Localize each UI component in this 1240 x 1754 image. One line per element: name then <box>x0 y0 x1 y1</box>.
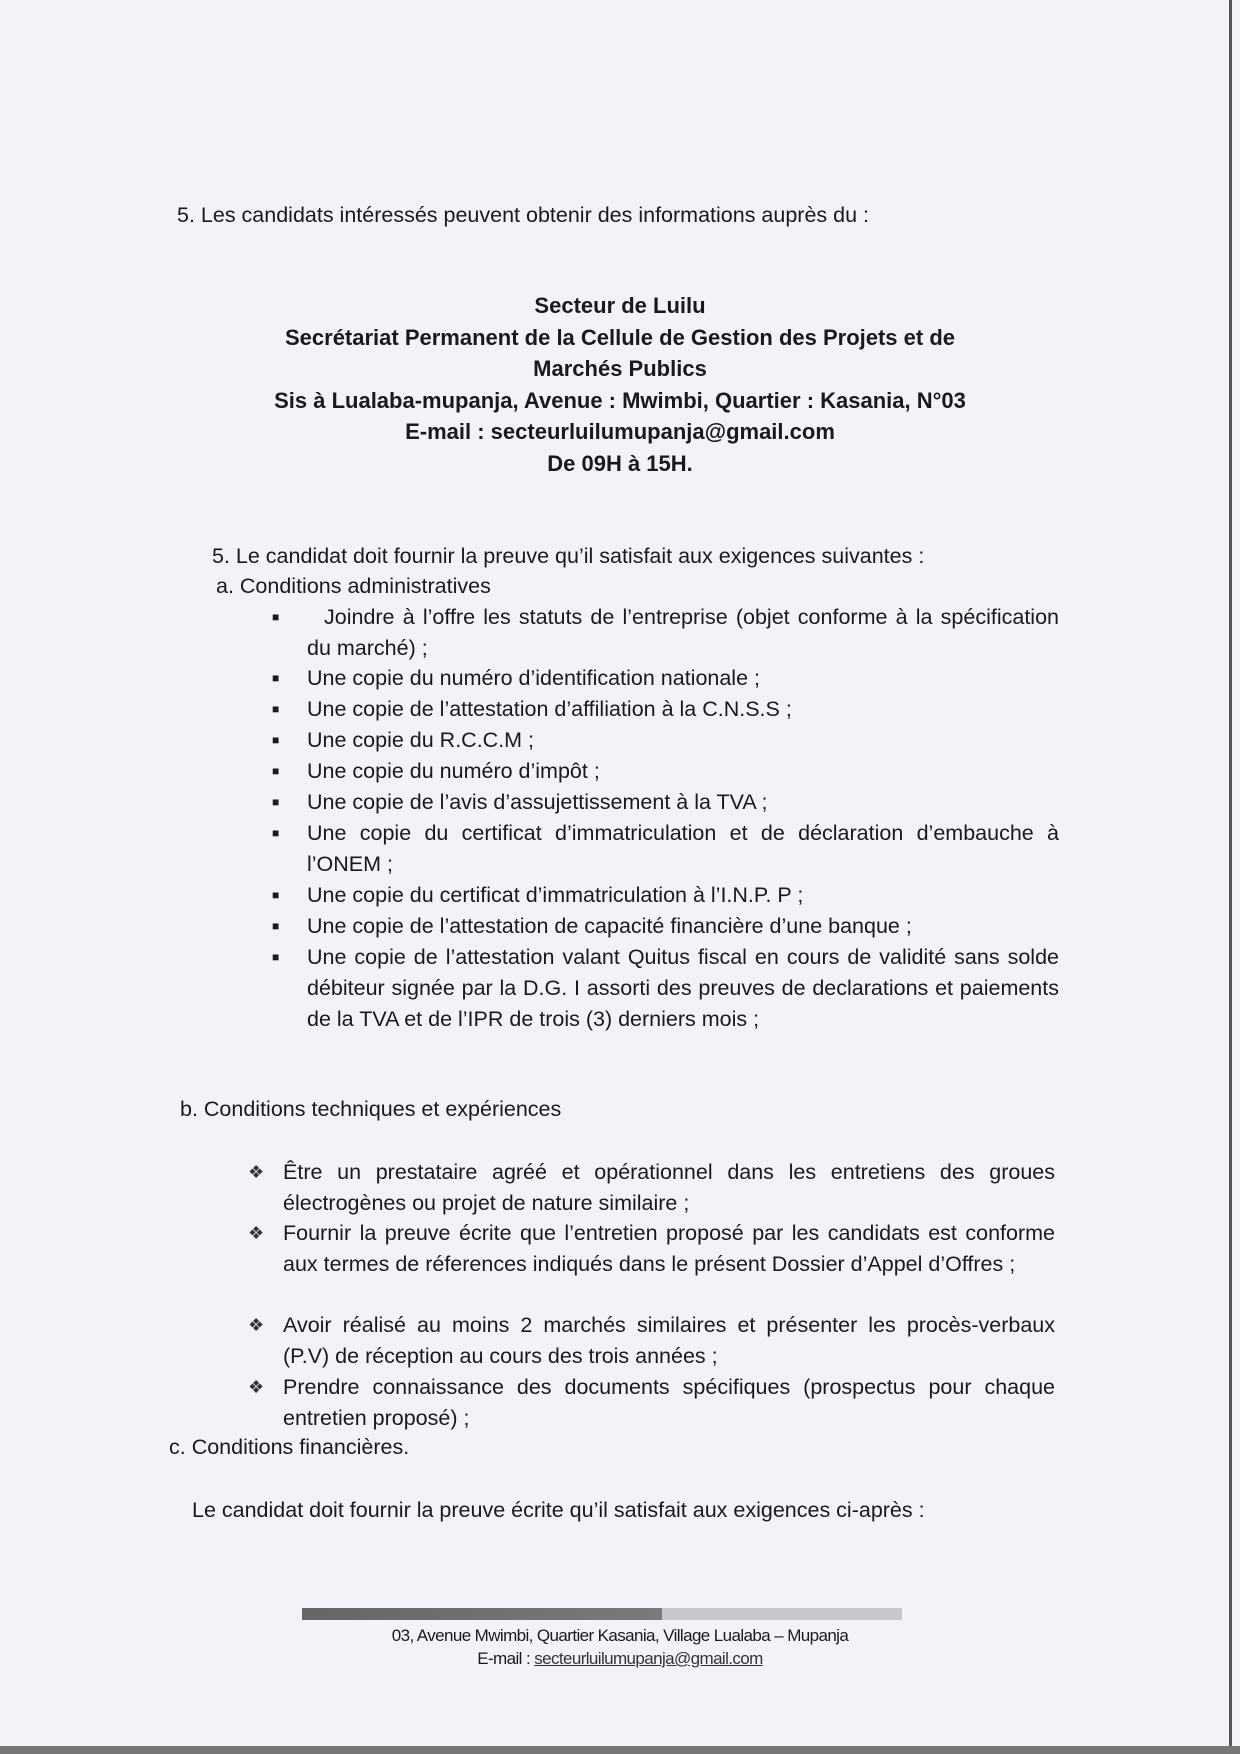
bullet-square-icon: ■ <box>272 919 280 933</box>
contact-line-3: Marchés Publics <box>533 356 707 381</box>
diamond-bullet-icon: ❖ <box>248 1315 265 1335</box>
list-item: Une copie de l’attestation d’affiliation à la C.N.S.S ; <box>307 697 792 721</box>
bullet-square-icon: ■ <box>272 888 280 902</box>
bullet-square-icon: ■ <box>272 795 280 809</box>
bullet-square-icon: ■ <box>272 733 280 747</box>
financial-text: Le candidat doit fournir la preuve écrite qu’il satisfait aux exigences ci-après : <box>192 1498 925 1522</box>
bullet-square-icon: ■ <box>272 950 280 964</box>
bullet-square-icon: ■ <box>272 764 280 778</box>
footer-email-line <box>300 1648 940 1670</box>
list-item: Avoir réalisé au moins 2 marchés similaires et présenter les procès-verbaux (P.V) de réception au cours des trois années ; <box>283 1313 1055 1368</box>
bullet-square-icon: ■ <box>272 702 280 716</box>
page-edge <box>1229 0 1232 1754</box>
list-item: Fournir la preuve écrite que l’entretien proposé par les candidats est conforme aux termes de réferences indiqués dans le présent Dossier d’Appel d’Offres ; <box>283 1221 1055 1276</box>
contact-line-2: Secrétariat Permanent de la Cellule de Gestion des Projets et de <box>284 325 956 350</box>
diamond-bullet-icon: ❖ <box>248 1223 265 1243</box>
bullet-square-icon: ■ <box>272 610 280 624</box>
bullet-square-icon: ■ <box>272 826 280 840</box>
contact-email: E-mail : secteurluilumupanja@gmail.com <box>405 419 835 444</box>
footer-divider <box>302 1608 902 1620</box>
diamond-bullet-icon: ❖ <box>248 1377 265 1397</box>
diamond-bullet-icon: ❖ <box>248 1162 265 1182</box>
contact-hours: De 09H à 15H. <box>547 451 693 476</box>
list-item: Une copie du certificat d’immatriculation à l’I.N.P. P ; <box>307 883 804 907</box>
list-item: Une copie de l’attestation de capacité financière d’une banque ; <box>307 914 912 938</box>
list-item: Une copie du R.C.C.M ; <box>307 728 535 752</box>
list-item: Une copie du certificat d’immatriculation et de déclaration d’embauche à l’ONEM ; <box>307 821 1059 876</box>
list-item: Une copie de l’attestation valant Quitus fiscal en cours de validité sans solde débiteur signée par la D.G. I assorti des preuves de declarations et paiements de la TVA et de l’IPR de trois (3) derniers mois ; <box>307 945 1059 1031</box>
list-item: Prendre connaissance des documents spécifiques (prospectus pour chaque entretien proposé) ; <box>283 1375 1055 1430</box>
tech-heading: b. Conditions techniques et expériences <box>180 1097 562 1121</box>
page-edge-bottom <box>0 1746 1240 1754</box>
section-5b-intro: 5. Le candidat doit fournir la preuve qu’il satisfait aux exigences suivantes : <box>212 544 925 568</box>
list-item: Une copie de l’avis d’assujettissement à la TVA ; <box>307 790 768 814</box>
list-item: Une copie du numéro d’impôt ; <box>307 759 600 783</box>
bullet-square-icon: ■ <box>272 671 280 685</box>
list-item: Être un prestataire agréé et opérationnel dans les entretiens des groues électrogènes ou projet de nature similaire ; <box>283 1160 1055 1215</box>
contact-line-4: Sis à Lualaba-mupanja, Avenue : Mwimbi, Quartier : Kasania, N°03 <box>274 388 966 413</box>
contact-line-1: Secteur de Luilu <box>534 293 706 318</box>
section-5-intro: 5. Les candidats intéressés peuvent obtenir des informations auprès du : <box>177 203 869 227</box>
list-item: Joindre à l’offre les statuts de l’entreprise (objet conforme à la spécification du marché) ; <box>307 605 1059 660</box>
financial-heading: c. Conditions financières. <box>169 1435 410 1459</box>
list-item: Une copie du numéro d’identification nationale ; <box>307 666 760 690</box>
admin-heading: a. Conditions administratives <box>216 574 491 598</box>
footer-address: 03, Avenue Mwimbi, Quartier Kasania, Village Lualaba – Mupanja <box>391 1626 849 1645</box>
footer-email-label: E-mail : <box>477 1649 535 1668</box>
footer-email-link[interactable]: secteurluilumupanja@gmail.com <box>534 1649 763 1668</box>
